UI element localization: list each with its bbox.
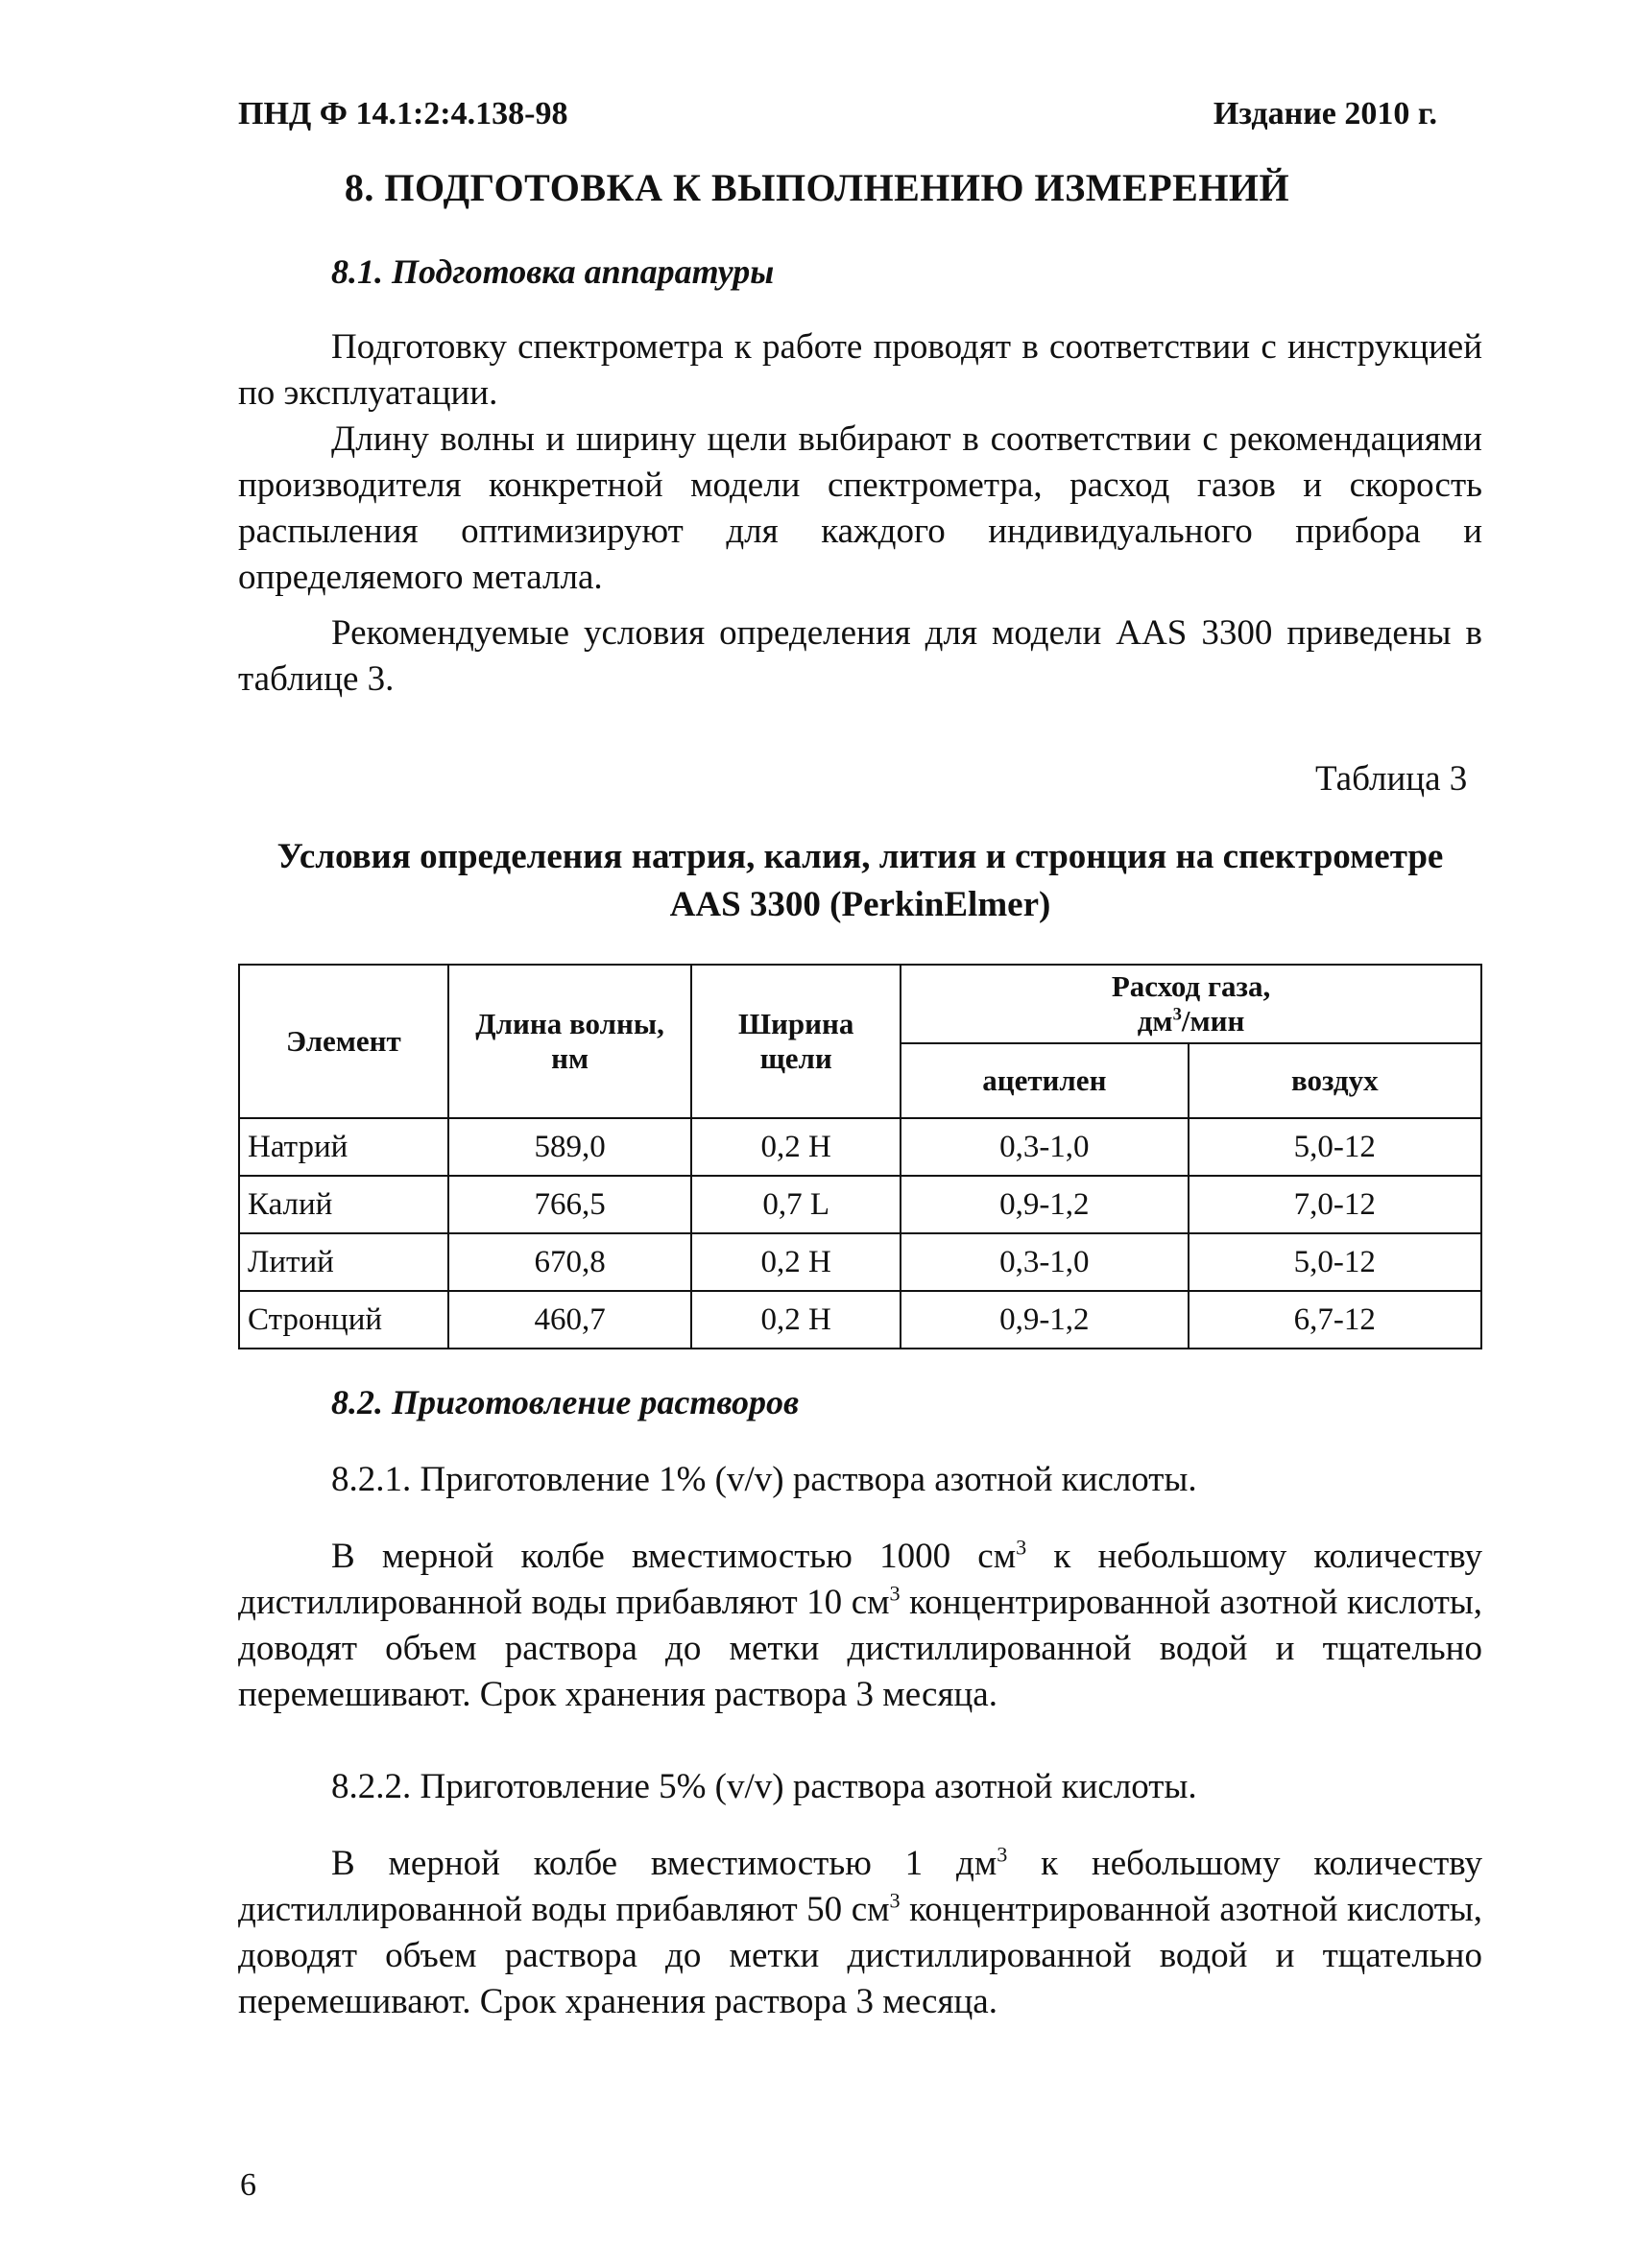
- cell-slit: 0,2 H: [691, 1118, 901, 1176]
- paragraph-equipment-prep: Подготовку спектрометра к работе проводят в соответствии с инструкцией по эксплуатации.: [238, 327, 1482, 413]
- table-row: [239, 1233, 1481, 1291]
- cell-slit: 0,2 H: [691, 1233, 901, 1291]
- header-slit: Ширина щели: [691, 965, 901, 1118]
- solution-1-title: 8.2.1. Приготовление 1% (v/v) раствора азотной кислоты.: [331, 1460, 1197, 1499]
- doc-code: ПНД Ф 14.1:2:4.138-98: [238, 96, 568, 131]
- cell-element: Литий: [239, 1233, 448, 1291]
- cell-air: 7,0-12: [1189, 1176, 1481, 1233]
- paragraph-recommended: Рекомендуемые условия определения для модели AAS 3300 приведены в таблице 3.: [238, 613, 1482, 699]
- cell-element: Стронций: [239, 1291, 448, 1349]
- cell-air: 5,0-12: [1189, 1118, 1481, 1176]
- header-gas-flow: Расход газа, $дм^3$/мин: [901, 965, 1481, 1043]
- cell-wavelength: 766,5: [448, 1176, 692, 1233]
- cell-slit: 0,7 L: [691, 1176, 901, 1233]
- cell-acetylene: 0,3-1,0: [901, 1118, 1189, 1176]
- solution-1-text: В мерной колбе вместимостью 1000 $см^3$ к небольшому количеству дистиллированной воды прибавляют 10 $см^3$ концентрированной азотной кислоты, доводят объем раствора до метки дистиллированной водой и тщательно перемешивают. Срок хранения раствора 3 месяца.: [238, 1535, 1483, 1714]
- header-wavelength: Длина волны, нм: [448, 965, 692, 1118]
- header-element: Элемент: [239, 965, 448, 1118]
- cell-wavelength: 589,0: [448, 1118, 692, 1176]
- header-air: воздух: [1189, 1043, 1481, 1118]
- table-row: [239, 1176, 1481, 1233]
- cell-acetylene: 0,9-1,2: [901, 1176, 1189, 1233]
- solution-2-title: 8.2.2. Приготовление 5% (v/v) раствора азотной кислоты.: [331, 1767, 1197, 1806]
- cell-slit: 0,2 H: [691, 1291, 901, 1349]
- section-title: 8. ПОДГОТОВКА К ВЫПОЛНЕНИЮ ИЗМЕРЕНИЙ: [344, 166, 1290, 209]
- table-caption: Таблица 3: [1315, 759, 1468, 799]
- cell-acetylene: 0,3-1,0: [901, 1233, 1189, 1291]
- table-row: [239, 1118, 1481, 1176]
- cell-element: Калий: [239, 1176, 448, 1233]
- cell-air: 6,7-12: [1189, 1291, 1481, 1349]
- paragraph-wavelength: Длину волны и ширину щели выбирают в соответствии с рекомендациями производителя конкретной модели спектрометра, расход газов и скорость распыления оптимизируют для каждого индивидуального прибора и определяемого металла.: [238, 419, 1482, 597]
- table-row: [239, 1291, 1481, 1349]
- header-acetylene: ацетилен: [901, 1043, 1189, 1118]
- cell-acetylene: 0,9-1,2: [901, 1291, 1189, 1349]
- table-title: Условия определения натрия, калия, лития и стронция на спектрометре AAS 3300 (PerkinElmer): [276, 837, 1444, 924]
- subsection-title-8-1: 8.1. Подготовка аппаратуры: [331, 252, 775, 291]
- page-number: 6: [240, 2167, 256, 2203]
- subsection-title-8-2: 8.2. Приготовление растворов: [331, 1383, 800, 1421]
- solution-2-text: В мерной колбе вместимостью 1 $дм^3$ к небольшому количеству дистиллированной воды прибавляют 50 $см^3$ концентрированной азотной кислоты, доводят объем раствора до метки дистиллированной водой и тщательно перемешивают. Срок хранения раствора 3 месяца.: [238, 1842, 1482, 2021]
- cell-element: Натрий: [239, 1118, 448, 1176]
- conditions-table: [238, 964, 1482, 1349]
- cell-wavelength: 670,8: [448, 1233, 692, 1291]
- edition-label: Издание 2010 г.: [1213, 96, 1437, 131]
- cell-air: 5,0-12: [1189, 1233, 1481, 1291]
- cell-wavelength: 460,7: [448, 1291, 692, 1349]
